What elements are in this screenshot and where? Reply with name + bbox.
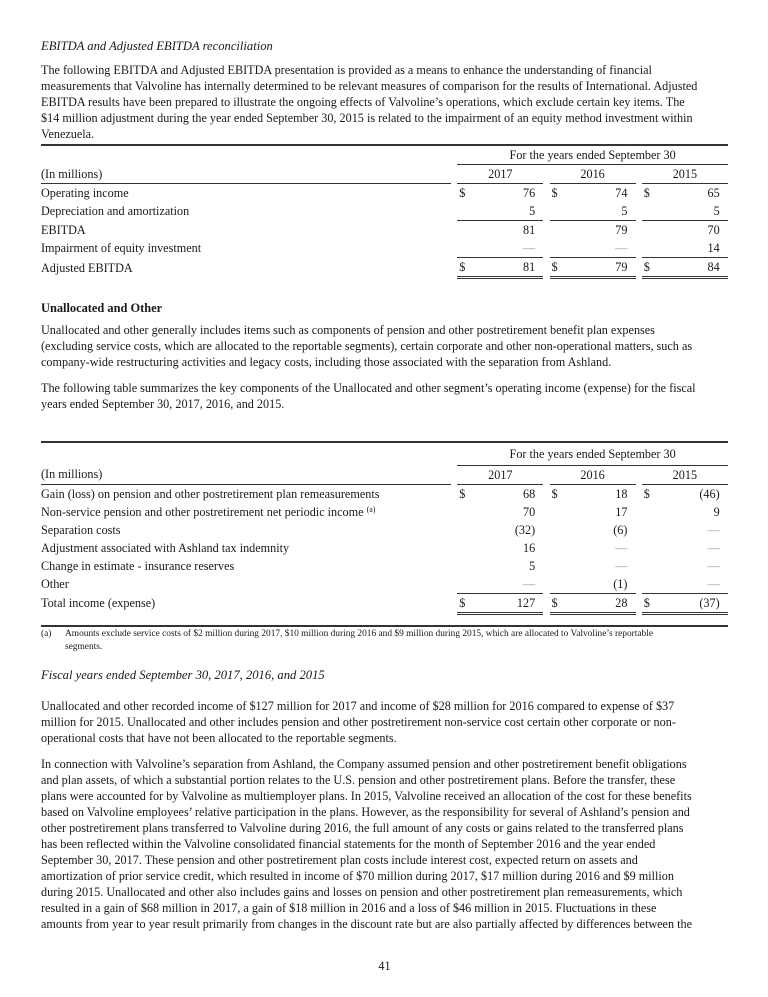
table-header-row xyxy=(41,145,728,165)
paragraph-line: September 30, 2017. These pension and other postretirement plan costs include interest cost, expected return on assets and xyxy=(41,853,638,867)
currency-symbol: $ xyxy=(459,186,466,200)
row-label-text: Non-service pension and other postretirement net periodic income xyxy=(41,504,364,519)
currency-symbol: $ xyxy=(551,186,558,200)
row-label: Operating income xyxy=(41,186,129,200)
cell-value: — xyxy=(707,522,720,537)
paragraph-line: million for 2015. Unallocated and other includes pension and other postretirement non-service cost certain other corporate or non- xyxy=(41,715,676,729)
cell-value: (6) xyxy=(613,522,628,537)
year-header-2015: 2015 xyxy=(642,465,728,484)
cell-value: 70 xyxy=(523,504,536,519)
year-header-2016: 2016 xyxy=(550,165,636,184)
cell-value: — xyxy=(707,540,720,555)
table-row xyxy=(41,202,728,221)
year-header-2017: 2017 xyxy=(457,165,543,184)
cell-value: 79 xyxy=(572,258,627,278)
paragraph-line: operational costs that have not been allocated to the reportable segments. xyxy=(41,731,397,745)
table-header-row xyxy=(41,442,728,465)
table-year-row xyxy=(41,165,728,184)
cell-value: (1) xyxy=(572,575,627,594)
footnote xyxy=(41,628,728,658)
row-label: Total income (expense) xyxy=(41,596,156,610)
table-row xyxy=(41,221,728,240)
footnote-marker: (a) xyxy=(41,629,52,639)
cell-value: 17 xyxy=(615,504,628,519)
paragraph-line: amortization of prior service credit, which resulted in income of $70 million during 2017, $17 million during 2016 and $9 million xyxy=(41,869,674,883)
paragraph-line: and plan assets, of which a substantial portion relates to the U.S. pension and other postretirement plans. Before the transfer, these xyxy=(41,773,676,787)
currency-symbol: $ xyxy=(457,593,480,613)
fiscal-years-heading: Fiscal years ended September 30, 2017, 2016, and 2015 xyxy=(41,668,325,682)
table-year-row xyxy=(41,465,728,484)
cell-value: — xyxy=(480,575,535,594)
paragraph-line: (excluding service costs, which are allocated to the reportable segments), certain corporate and other non-operational matters, such as xyxy=(41,339,693,353)
paragraph-line: during 2015. Unallocated and other also includes gains and losses on pension and other postretirement plan remeasurements, which xyxy=(41,885,683,899)
row-label: Change in estimate - insurance reserves xyxy=(41,558,235,573)
table-row xyxy=(41,484,728,503)
cell-value: 5 xyxy=(480,202,535,221)
cell-value: — xyxy=(707,558,720,573)
paragraph-line: Unallocated and other recorded income of $127 million for 2017 and income of $28 million for 2016 compared to expense of $37 xyxy=(41,699,675,713)
currency-symbol: $ xyxy=(643,486,650,501)
year-header-2017: 2017 xyxy=(457,465,543,484)
cell-value: 68 xyxy=(523,486,536,501)
paragraph-line: based on Valvoline employees’ relative participation in the plans. However, as the responsibility for several of Ashland’s pension and xyxy=(41,805,690,819)
cell-value: 14 xyxy=(664,239,719,258)
cell-value: 9 xyxy=(713,504,720,519)
row-label: Separation costs xyxy=(41,522,121,537)
paragraph-line: years ended September 30, 2017, 2016, and 2015. xyxy=(41,397,285,411)
paragraph-line: plans were accounted for by Valvoline as multiemployer plans. In 2015, Valvoline received an allocation of the cost for these benefits xyxy=(41,789,692,803)
cell-value: 18 xyxy=(615,486,628,501)
cell-value: 79 xyxy=(615,223,628,237)
footnote-ref-a: (a) xyxy=(366,504,376,514)
cell-value: 81 xyxy=(480,258,535,278)
row-label: EBITDA xyxy=(41,222,86,237)
cell-value: — xyxy=(572,239,627,258)
ebitda-reconciliation-table xyxy=(41,144,728,279)
year-header-2016: 2016 xyxy=(550,465,636,484)
unallocated-intro-paragraph xyxy=(41,322,728,370)
unallocated-components-table xyxy=(41,441,728,627)
table-bottom-rule xyxy=(41,613,728,626)
table-total-row xyxy=(41,593,728,613)
cell-value: — xyxy=(664,575,719,594)
paragraph-line: In connection with Valvoline’s separation from Ashland, the Company assumed pension and other postretirement benefit obligations xyxy=(41,757,687,771)
row-label: Gain (loss) on pension and other postretirement plan remeasurements xyxy=(41,486,380,501)
cell-value: — xyxy=(615,540,628,555)
table-row xyxy=(41,239,728,258)
paragraph-line: amounts from year to year result primarily from changes in the discount rate but are also partially affected by differences between the xyxy=(41,917,692,931)
paragraph-line: company-wide restructuring activities and legacy costs, including those associated with the separation from Ashland. xyxy=(41,355,612,369)
table-row xyxy=(41,557,728,575)
paragraph-line: $14 million adjustment during the year ended September 30, 2015 is related to the impairment of an equity method investment within xyxy=(41,111,693,125)
cell-value: 70 xyxy=(707,223,720,237)
row-label: Other xyxy=(41,576,69,591)
cell-value: 65 xyxy=(707,186,720,200)
unit-label: (In millions) xyxy=(41,165,451,184)
currency-symbol: $ xyxy=(457,258,480,278)
ebitda-intro-paragraph xyxy=(41,62,728,142)
cell-value: (46) xyxy=(699,486,720,501)
footnote-line: Amounts exclude service costs of $2 million during 2017, $10 million during 2016 and $9 million during 2015, which are allocated to Valvoline’s reportable xyxy=(65,629,654,639)
unit-label: (In millions) xyxy=(41,465,451,484)
paragraph-line: has been reflected within the Valvoline consolidated financial statements for the month of September 2016 and the year ended xyxy=(41,837,656,851)
page-number: 41 xyxy=(378,959,391,973)
unallocated-section-heading: Unallocated and Other xyxy=(41,301,163,315)
table-row xyxy=(41,575,728,594)
row-label: Adjusted EBITDA xyxy=(41,260,133,275)
paragraph-line: other postretirement plans transferred to Valvoline during 2016, the full amount of any costs or gains related to the transferred plans xyxy=(41,821,684,835)
paragraph-line: resulted in a gain of $68 million in 2017, a gain of $18 million in 2016 and a loss of $46 million in 2015. Fluctuations in these xyxy=(41,901,657,915)
cell-value: 5 xyxy=(529,558,536,573)
row-label: Depreciation and amortization xyxy=(41,204,190,219)
cell-value: 5 xyxy=(572,202,627,221)
cell-value: 127 xyxy=(480,593,535,613)
currency-symbol: $ xyxy=(551,486,558,501)
table-row xyxy=(41,184,728,203)
paragraph-line: The following EBITDA and Adjusted EBITDA presentation is provided as a means to enhance the understanding of financial xyxy=(41,63,652,77)
ebitda-section-heading: EBITDA and Adjusted EBITDA reconciliation xyxy=(41,39,273,53)
paragraph-line: EBITDA results have been prepared to illustrate the ongoing effects of Valvoline’s operations, which exclude certain key items. The xyxy=(41,95,685,109)
cell-value: 84 xyxy=(664,258,719,278)
cell-value: (37) xyxy=(664,593,719,613)
currency-symbol: $ xyxy=(459,486,466,501)
currency-symbol: $ xyxy=(642,258,665,278)
currency-symbol: $ xyxy=(642,593,665,613)
year-header-2015: 2015 xyxy=(642,165,728,184)
cell-value: 76 xyxy=(523,186,536,200)
currency-symbol: $ xyxy=(550,258,573,278)
cell-value: 28 xyxy=(572,593,627,613)
row-label: Adjustment associated with Ashland tax indemnity xyxy=(41,540,290,555)
currency-symbol: $ xyxy=(643,186,650,200)
cell-value: 81 xyxy=(523,223,536,237)
table-row xyxy=(41,539,728,557)
cell-value: 5 xyxy=(664,202,719,221)
row-label xyxy=(41,503,451,521)
paragraph-line: measurements that Valvoline has internally determined to be relevant measures of comparison for the results of International. Adjusted xyxy=(41,79,698,93)
table-row xyxy=(41,521,728,539)
cell-value: 74 xyxy=(615,186,628,200)
table-summary-paragraph xyxy=(41,380,728,412)
period-span-header: For the years ended September 30 xyxy=(457,442,728,465)
row-label: Impairment of equity investment xyxy=(41,241,202,256)
currency-symbol: $ xyxy=(550,593,573,613)
pension-separation-paragraph xyxy=(41,756,728,932)
table-total-row xyxy=(41,258,728,278)
table-row xyxy=(41,503,728,521)
paragraph-line: The following table summarizes the key components of the Unallocated and other segment’s operating income (expense) for the fiscal xyxy=(41,381,696,395)
paragraph-line: Unallocated and other generally includes items such as components of pension and other postretirement benefit plan expenses xyxy=(41,323,655,337)
cell-value: — xyxy=(480,239,535,258)
paragraph-line: Venezuela. xyxy=(41,127,95,141)
cell-value: (32) xyxy=(514,522,536,537)
cell-value: 16 xyxy=(523,540,536,555)
period-span-header: For the years ended September 30 xyxy=(457,145,728,165)
footnote-text xyxy=(65,628,725,654)
fiscal-summary-paragraph xyxy=(41,698,728,746)
cell-value: — xyxy=(615,558,628,573)
footnote-line: segments. xyxy=(65,642,103,652)
